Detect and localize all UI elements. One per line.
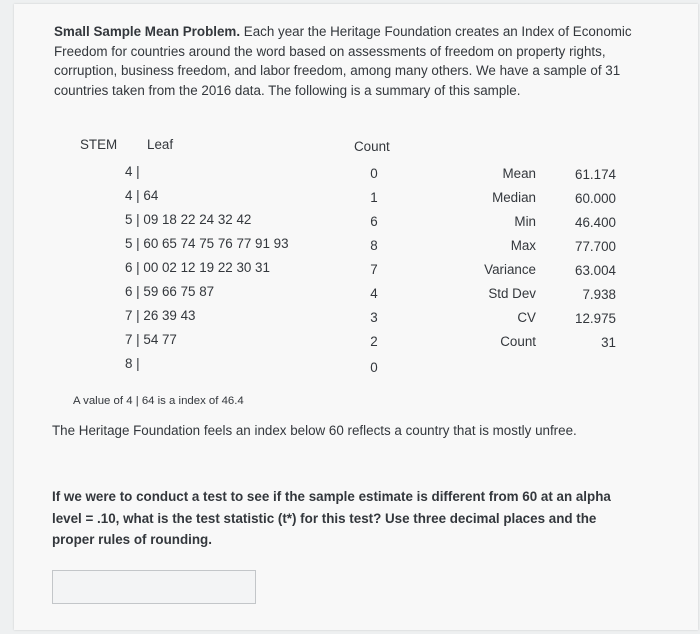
stem-leaf-row: 7 | 26 39 43 bbox=[125, 308, 196, 323]
stat-label-min: Min bbox=[514, 214, 536, 229]
count-cell: 8 bbox=[370, 238, 378, 253]
stem-leaf-row: 5 | 09 18 22 24 32 42 bbox=[125, 212, 252, 227]
stat-label-max: Max bbox=[510, 238, 536, 253]
stat-value-std-dev: 7.938 bbox=[582, 287, 616, 302]
stat-label-count: Count bbox=[500, 334, 536, 349]
leaf-header: Leaf bbox=[147, 137, 174, 152]
stem-leaf-row: 4 | bbox=[125, 164, 140, 179]
stat-value-mean: 61.174 bbox=[575, 167, 616, 182]
stat-label-mean: Mean bbox=[502, 166, 536, 181]
count-cell: 3 bbox=[370, 310, 378, 325]
stat-value-variance: 63.004 bbox=[575, 263, 616, 278]
unfree-statement: The Heritage Foundation feels an index below 60 reflects a country that is mostly unfree. bbox=[52, 423, 577, 438]
count-cell: 1 bbox=[370, 190, 378, 205]
count-header: Count bbox=[354, 139, 390, 154]
stat-value-cv: 12.975 bbox=[575, 311, 616, 326]
count-cell: 2 bbox=[370, 334, 378, 349]
stem-leaf-row: 4 | 64 bbox=[125, 188, 159, 203]
stat-value-count: 31 bbox=[601, 335, 616, 350]
stat-label-cv: CV bbox=[517, 310, 536, 325]
stat-value-min: 46.400 bbox=[575, 215, 616, 230]
stem-leaf-row: 8 | bbox=[125, 356, 140, 371]
problem-intro bbox=[54, 22, 644, 100]
stem-leaf-row: 7 | 54 77 bbox=[125, 332, 177, 347]
stem-leaf-row: 6 | 59 66 75 87 bbox=[125, 284, 215, 299]
stat-label-median: Median bbox=[492, 190, 536, 205]
count-cell: 7 bbox=[370, 262, 378, 277]
count-cell: 6 bbox=[370, 214, 378, 229]
stat-value-median: 60.000 bbox=[575, 191, 616, 206]
problem-card bbox=[14, 4, 698, 630]
stem-leaf-row: 6 | 00 02 12 19 22 30 31 bbox=[125, 260, 270, 275]
question-text: If we were to conduct a test to see if the sample estimate is different from 60 at an alpha level = .10, what is the test statistic (t*) for this test? Use three decimal places and the proper rules of rounding. bbox=[52, 489, 611, 547]
stem-leaf-key-note: A value of 4 | 64 is a index of 46.4 bbox=[73, 395, 244, 407]
answer-input[interactable] bbox=[52, 570, 256, 604]
stat-label-variance: Variance bbox=[484, 262, 536, 277]
count-cell: 4 bbox=[370, 286, 378, 301]
problem-title: Small Sample Mean Problem. bbox=[54, 24, 241, 39]
stem-header: STEM bbox=[80, 137, 118, 152]
problem-description: Each year the Heritage Foundation creates an Index of Economic Freedom for countries around the word based on assessments of freedom on property rights, corruption, business freedom, and labor freedom, among many others. We have a sample of 31 countries taken from the 2016 data. The following is a summary of this sample. bbox=[54, 24, 632, 98]
stem-leaf-row: 5 | 60 65 74 75 76 77 91 93 bbox=[125, 236, 289, 251]
count-cell: 0 bbox=[370, 166, 378, 181]
stat-value-max: 77.700 bbox=[575, 239, 616, 254]
count-cell: 0 bbox=[370, 360, 378, 375]
stat-label-std-dev: Std Dev bbox=[488, 286, 536, 301]
